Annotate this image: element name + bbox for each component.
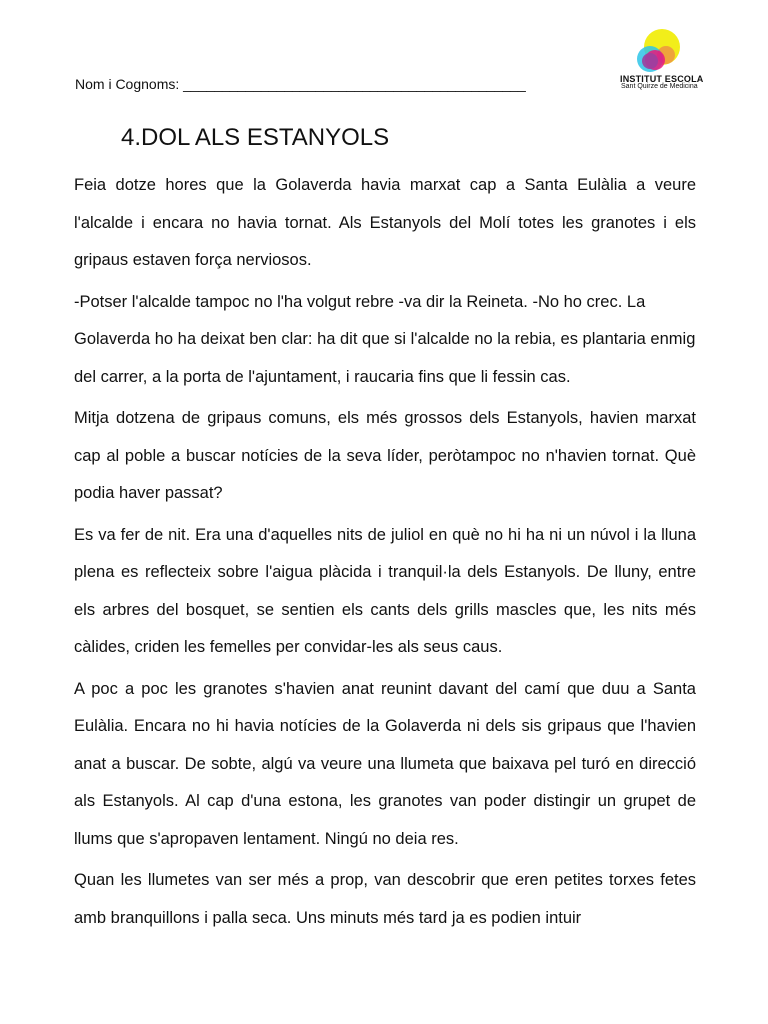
paragraph: Es va fer de nit. Era una d'aquelles nits de juliol en què no hi ha ni un núvol i la lluna plena es reflecteix sobre l'aigua plàcida i tranquil·la dels Estanyols. De lluny, entre els arbres del bosquet, se sentien els cants dels grills mascles que, les nits més càlides, criden les femelles per convidar-les als seus caus.	[74, 525, 696, 656]
name-field-line: Nom i Cognoms: ____________________________________________	[75, 76, 526, 92]
paragraph: Quan les llumetes van ser més a prop, van descobrir que eren petites torxes fetes amb branquillons i palla seca. Uns minuts més tard ja es podien intuir	[74, 871, 696, 927]
school-logo	[612, 28, 712, 98]
paragraph: -Potser l'alcalde tampoc no l'ha volgut rebre -va dir la Reineta. -No ho crec. La Golaverda ho ha deixat ben clar: ha dit que si l'alcalde no la rebia, es plantaria enmig del carrer, a la porta de l'ajuntament, i raucaria fins que li fessin cas.	[74, 292, 696, 386]
paragraph: Feia dotze hores que la Golaverda havia marxat cap a Santa Eulàlia a veure l'alcalde i encara no havia tornat. Als Estanyols del Molí totes les granotes i els gripaus estaven força nerviosos.	[74, 176, 696, 269]
logo-name: INSTITUT ESCOLA	[620, 74, 704, 84]
paragraph: Mitja dotzena de gripaus comuns, els més grossos dels Estanyols, havien marxat cap al poble a buscar notícies de la seva líder, peròtampoc no n'havien tornat. Què podia haver passat?	[74, 409, 696, 502]
paragraph: A poc a poc les granotes s'havien anat reunint davant del camí que duu a Santa Eulàlia. Encara no hi havia notícies de la Golaverda ni dels sis gripaus que l'havien anat a buscar. De sobte, algú va veure una llumeta que baixava pel turó en direcció als Estanyols. Al cap d'una estona, les granotes van poder distingir un grupet de llums que s'apropaven lentament. Ningú no deia res.	[74, 679, 696, 848]
story-body	[74, 167, 696, 941]
logo-subtitle: Sant Quirze de Medicina	[621, 83, 698, 90]
logo-circles-icon	[612, 28, 712, 76]
document-title: 4.DOL ALS ESTANYOLS	[121, 124, 390, 151]
